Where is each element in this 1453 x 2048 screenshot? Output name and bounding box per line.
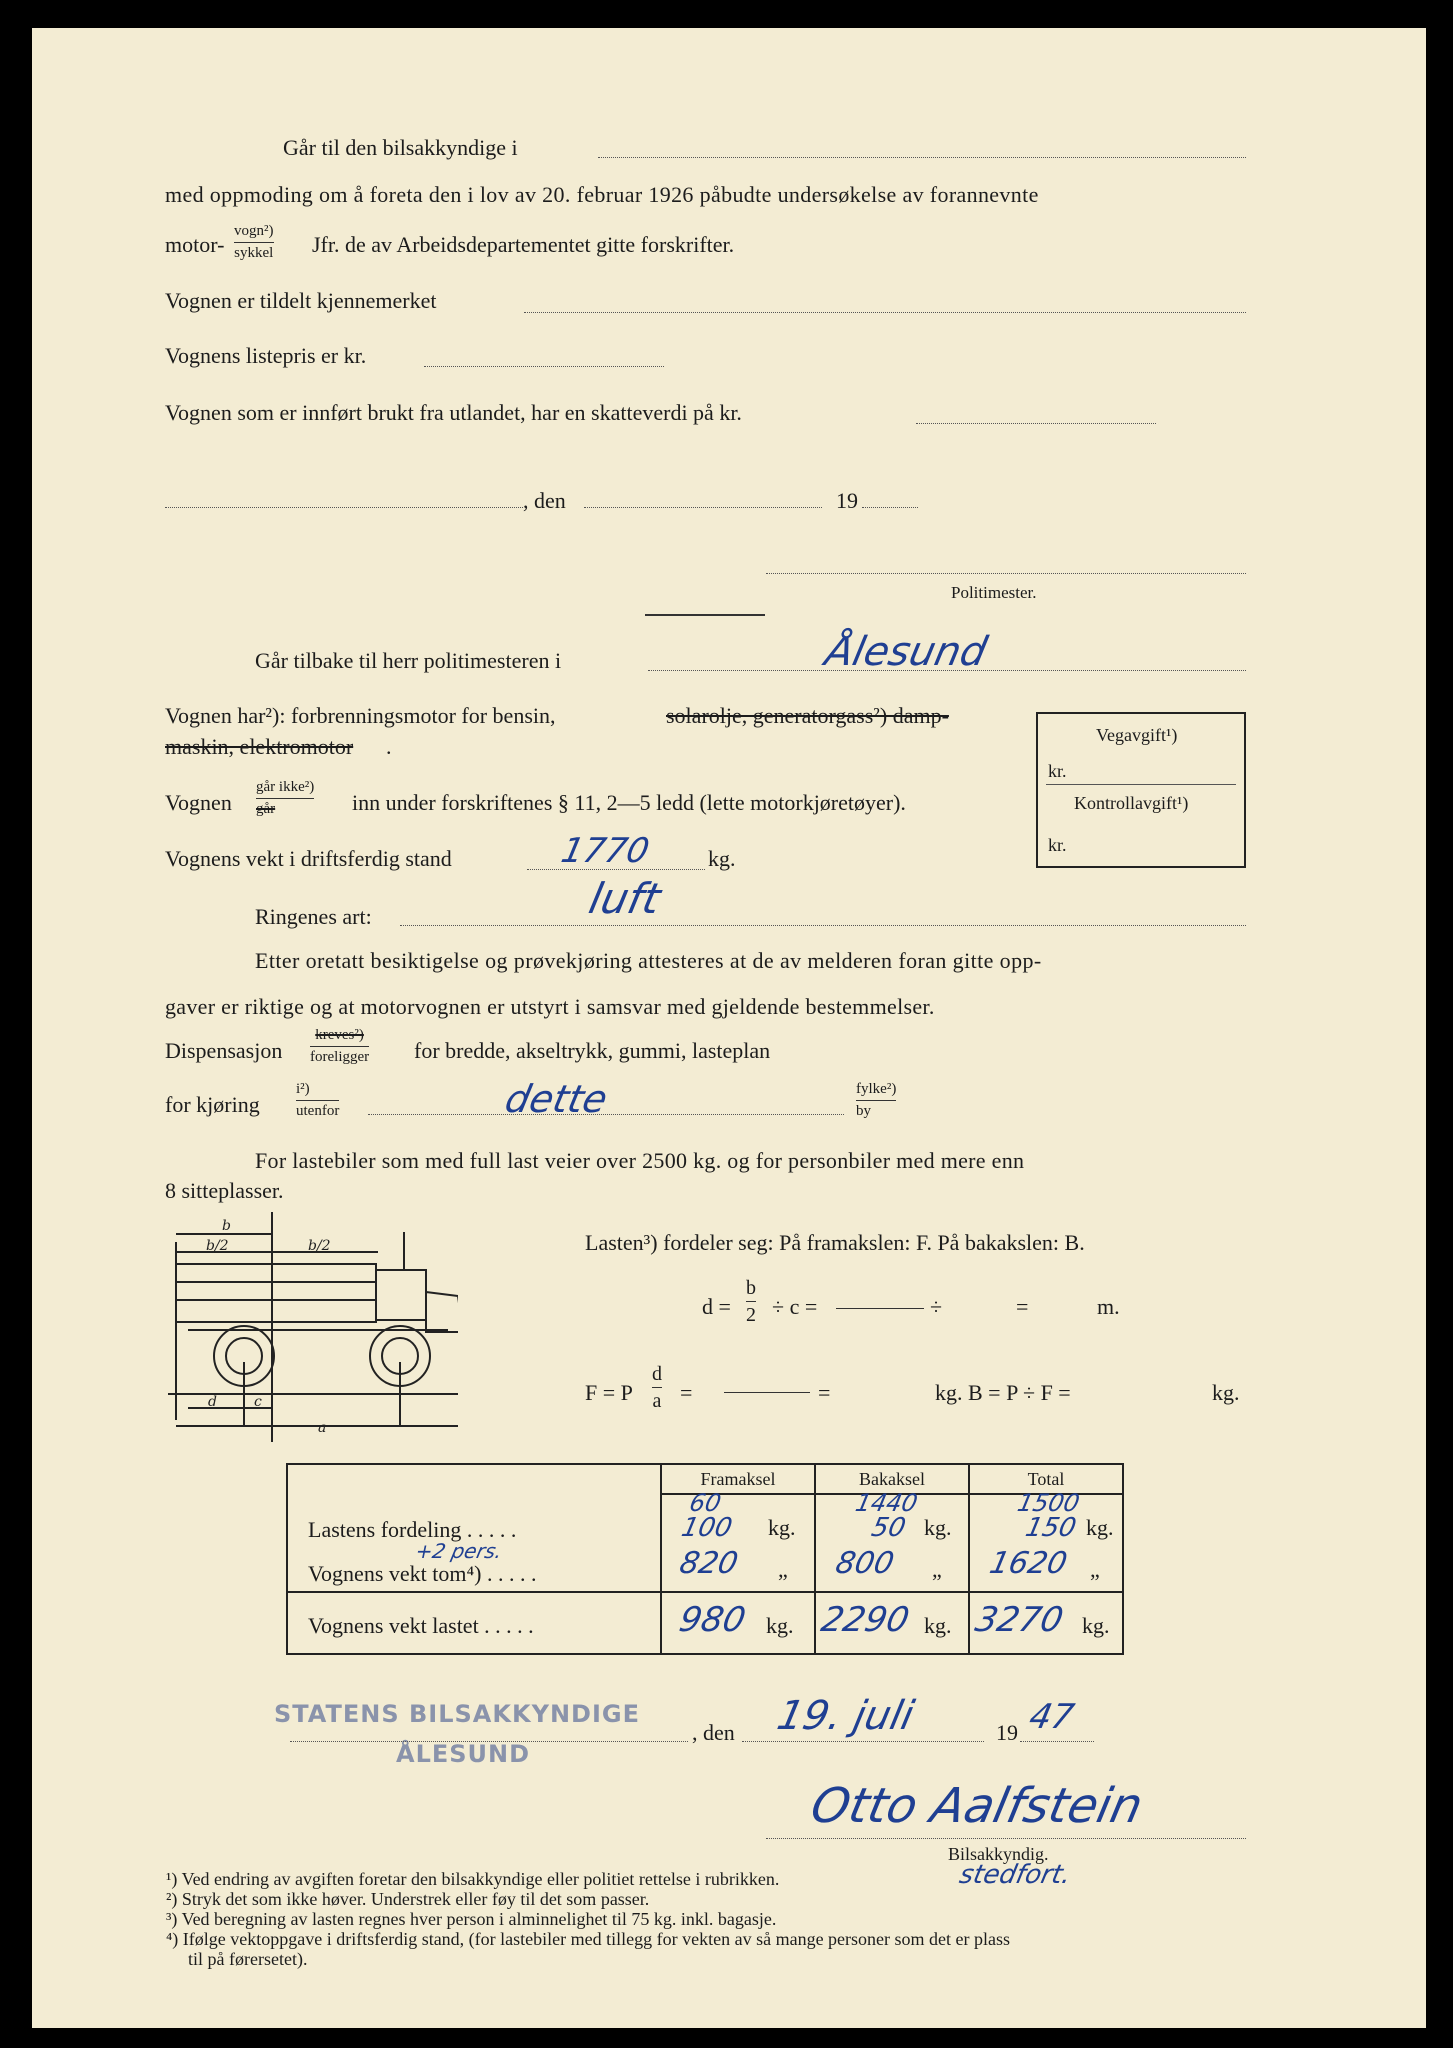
- stamp-line-2: ÅLESUND: [396, 1740, 531, 1768]
- motor-fraction: [234, 224, 274, 261]
- engine-struck-1: solarolje, generatorgass²) damp-: [666, 703, 949, 728]
- motor-suffix: Jfr. de av Arbeidsdepartementet gitte forskrifter.: [312, 232, 735, 257]
- row3-tot-cell: [969, 1592, 1123, 1654]
- driving-frac-top: i²): [296, 1081, 310, 1097]
- driving-line: [368, 1114, 844, 1115]
- formula-d-blank-1: [836, 1308, 924, 1309]
- header-bakaksel: Bakaksel: [815, 1464, 969, 1494]
- formula-f-kg: kg. B = P ÷ F =: [935, 1380, 1071, 1405]
- weight-unit: kg.: [708, 846, 736, 871]
- signature-year-prefix: 19: [996, 1720, 1018, 1745]
- formula-d-mid: ÷ c =: [772, 1294, 818, 1319]
- separator-rule: [645, 614, 765, 616]
- row2-fram-cell: [661, 1545, 815, 1592]
- signature-den: , den: [692, 1720, 735, 1745]
- dispensation-frac-top: kreves²): [315, 1027, 364, 1043]
- row3-fram-cell: [661, 1592, 815, 1654]
- formula-d-prefix: d =: [702, 1294, 731, 1319]
- table-label-cell: [287, 1464, 661, 1592]
- engine-end: .: [386, 734, 392, 759]
- attest-line-2: gaver er riktige og at motorvognen er utstyrt i samsvar med gjeldende bestemmelser.: [165, 994, 935, 1019]
- fees-box: [1036, 712, 1246, 868]
- formula-d-eq: =: [1016, 1294, 1029, 1319]
- dispensation-fraction: [310, 1028, 369, 1065]
- footnote-1: ¹) Ved endring av avgiften foretar den bilsakkyndige eller politiet rettelse i rubrikken.: [166, 1869, 780, 1889]
- row2-tot: 1620: [986, 1546, 1071, 1582]
- load-table: [286, 1463, 1124, 1655]
- return-label: Går tilbake til herr politimesteren i: [255, 648, 562, 673]
- signature-year: 47: [1025, 1697, 1078, 1737]
- motor-frac-top: vogn²): [234, 223, 274, 239]
- vegavgift-kr: kr.: [1048, 761, 1067, 781]
- stedfort-note: stedfort.: [956, 1860, 1074, 1890]
- row1-tot: 150: [1022, 1513, 1079, 1544]
- dispensation-label: Dispensasjon: [165, 1038, 283, 1063]
- row1-fram: 100: [678, 1513, 735, 1544]
- kontrollavgift-kr: kr.: [1048, 835, 1067, 855]
- row2-note: +2 pers.: [413, 1539, 505, 1563]
- light-fraction: [256, 780, 314, 817]
- light-frac-bottom: går: [256, 798, 314, 817]
- diagram-label-a: a: [318, 1420, 327, 1436]
- row2-fram-ditto: „: [778, 1557, 788, 1583]
- plate-label: Vognen er tildelt kjennemerket: [165, 288, 437, 313]
- weight-value: 1770: [557, 831, 653, 871]
- signature-date: 19. juli: [773, 1693, 918, 1739]
- diagram-label-c: c: [254, 1394, 262, 1410]
- signature-year-line: [1020, 1741, 1094, 1742]
- footnote-4: ⁴) Ifølge vektoppgave i driftsferdig stand, (for lastebiler med tillegg for vekten av så mange personer som det er plass: [166, 1929, 1011, 1949]
- footnote-5: til på førersetet).: [188, 1949, 308, 1969]
- row2-bak-cell: [815, 1545, 969, 1592]
- driving-frac-bottom: utenfor: [296, 1100, 339, 1119]
- row3-label: Vognens vekt lastet . . . . .: [308, 1613, 534, 1638]
- formula-f-eq-2: =: [818, 1380, 831, 1405]
- weight-label: Vognens vekt i driftsferdig stand: [165, 846, 452, 871]
- return-city: Ålesund: [821, 629, 991, 675]
- engine-label: Vognen har²): forbrenningsmotor for bensin,: [165, 703, 556, 728]
- row1-bak-top: 1440: [853, 1489, 921, 1518]
- import-label: Vognen som er innført brukt fra utlandet, har en skatteverdi på kr.: [165, 400, 742, 425]
- row3-tot-unit: kg.: [1082, 1613, 1110, 1638]
- stamp-line-1: STATENS BILSAKKYNDIGE: [274, 1700, 640, 1728]
- listprice-line: [424, 366, 664, 367]
- row1-tot-unit: kg.: [1086, 1515, 1114, 1541]
- formula-d-fraction: [746, 1278, 756, 1325]
- motor-prefix: motor-: [165, 232, 225, 257]
- tires-line: [400, 925, 1246, 926]
- row2-fram: 820: [676, 1546, 742, 1582]
- diagram-label-d: d: [208, 1394, 217, 1410]
- truck-line-2: 8 sitteplasser.: [165, 1178, 284, 1203]
- diagram-label-half-2: b/2: [308, 1238, 331, 1254]
- diagram-label-half-1: b/2: [206, 1238, 229, 1254]
- driving-end-bottom: by: [856, 1100, 896, 1119]
- formula-d-unit: m.: [1097, 1294, 1120, 1319]
- year-prefix: 19: [836, 488, 858, 513]
- light-suffix: inn under forskriftenes § 11, 2—5 ledd (lette motorkjøretøyer).: [352, 790, 906, 815]
- row3-label-cell: [287, 1592, 661, 1654]
- row1-bak: 50: [868, 1513, 909, 1544]
- row2-bak-ditto: „: [932, 1557, 942, 1583]
- row1-tot-top: 1500: [1015, 1489, 1083, 1518]
- row1-fram-top: 60: [687, 1489, 724, 1518]
- driving-label: for kjøring: [165, 1092, 260, 1117]
- goes-to-line: [598, 157, 1246, 158]
- row1-fram-cell: [661, 1489, 815, 1545]
- goes-to-label: Går til den bilsakkyndige i: [283, 135, 518, 160]
- light-frac-top: går ikke²): [256, 779, 315, 795]
- vegavgift-label: Vegavgift¹): [1096, 725, 1178, 745]
- formula-f-prefix: F = P: [585, 1380, 633, 1405]
- engine-struck-2: maskin, elektromotor: [165, 734, 354, 759]
- fees-box-divider: [1046, 784, 1236, 785]
- row3-bak-unit: kg.: [924, 1613, 952, 1638]
- date-line: [584, 507, 822, 508]
- tires-value: luft: [584, 874, 665, 923]
- truck-line-1: For lastebiler som med full last veier over 2500 kg. og for personbiler med mere enn: [255, 1148, 1025, 1173]
- den-label: , den: [523, 488, 566, 513]
- row1-label: Lastens fordeling . . . . .: [308, 1517, 517, 1542]
- row1-fram-unit: kg.: [768, 1515, 796, 1541]
- row2-tot-cell: [969, 1545, 1123, 1592]
- year-line: [862, 507, 918, 508]
- row3-bak-cell: [815, 1592, 969, 1654]
- row3-bak: 2290: [817, 1600, 913, 1640]
- signature-date-line: [742, 1741, 984, 1742]
- politimester-label: Politimester.: [951, 583, 1037, 602]
- load-line: Lasten³) fordeler seg: På framakslen: F. På bakakslen: B.: [585, 1230, 1085, 1255]
- driving-fraction: [296, 1082, 339, 1119]
- formula-f-eq-1: =: [680, 1380, 693, 1405]
- formula-f-den: a: [652, 1387, 662, 1411]
- request-line: med oppmoding om å foreta den i lov av 20. februar 1926 påbudte undersøkelse av forannevnte: [165, 182, 1039, 207]
- motor-frac-bottom: sykkel: [234, 242, 274, 261]
- formula-d-num: b: [746, 1277, 756, 1299]
- driving-value: dette: [501, 1077, 612, 1121]
- row2-bak: 800: [832, 1546, 898, 1582]
- row1-bak-unit: kg.: [924, 1515, 952, 1541]
- formula-f-blank: [724, 1392, 810, 1393]
- bilsakkyndig-title: Bilsakkyndig.: [948, 1844, 1049, 1864]
- bilsakkyndig-signature: Otto Aalfstein: [806, 1778, 1148, 1834]
- row2-tot-ditto: „: [1090, 1557, 1100, 1583]
- header-framaksel: Framaksel: [661, 1464, 815, 1494]
- tires-label: Ringenes art:: [255, 904, 372, 929]
- formula-d-den: 2: [746, 1301, 756, 1325]
- row3-fram: 980: [675, 1600, 750, 1640]
- listprice-label: Vognens listepris er kr.: [165, 343, 367, 368]
- dispensation-suffix: for bredde, akseltrykk, gummi, lasteplan: [414, 1038, 771, 1063]
- formula-f-fraction: [652, 1364, 662, 1411]
- driving-end-fraction: [856, 1082, 896, 1119]
- header-total: Total: [969, 1464, 1123, 1494]
- light-prefix: Vognen: [165, 790, 232, 815]
- plate-line: [524, 312, 1246, 313]
- diagram-label-b: b: [222, 1218, 231, 1234]
- politimester-signature-line: [766, 573, 1246, 574]
- bilsakkyndig-signature-line: [766, 1838, 1246, 1839]
- footnote-3: ³) Ved beregning av lasten regnes hver person i alminnelighet til 75 kg. inkl. bagasje.: [166, 1909, 777, 1929]
- signature-place-line: [290, 1741, 688, 1742]
- truck-diagram: [168, 1212, 458, 1442]
- row3-tot: 3270: [971, 1600, 1067, 1640]
- row3-fram-unit: kg.: [766, 1613, 794, 1638]
- row1-tot-cell: [969, 1489, 1123, 1545]
- formula-d-div: ÷: [930, 1294, 943, 1319]
- formula-f-num: d: [652, 1363, 662, 1385]
- attest-line-1: Etter oretatt besiktigelse og prøvekjøring attesteres at de av melderen foran gitte opp-: [255, 948, 1042, 973]
- import-line: [916, 423, 1156, 424]
- place-line: [165, 507, 523, 508]
- formula-f-kg-2: kg.: [1212, 1380, 1240, 1405]
- footnote-2: ²) Stryk det som ikke høver. Understrek eller føy til det som passer.: [166, 1889, 650, 1909]
- row2-label: Vognens vekt tom⁴) . . . . .: [308, 1561, 537, 1586]
- kontrollavgift-label: Kontrollavgift¹): [1074, 793, 1189, 813]
- driving-end-top: fylke²): [856, 1081, 897, 1097]
- row1-bak-cell: [815, 1489, 969, 1545]
- dispensation-frac-bottom: foreligger: [310, 1046, 369, 1065]
